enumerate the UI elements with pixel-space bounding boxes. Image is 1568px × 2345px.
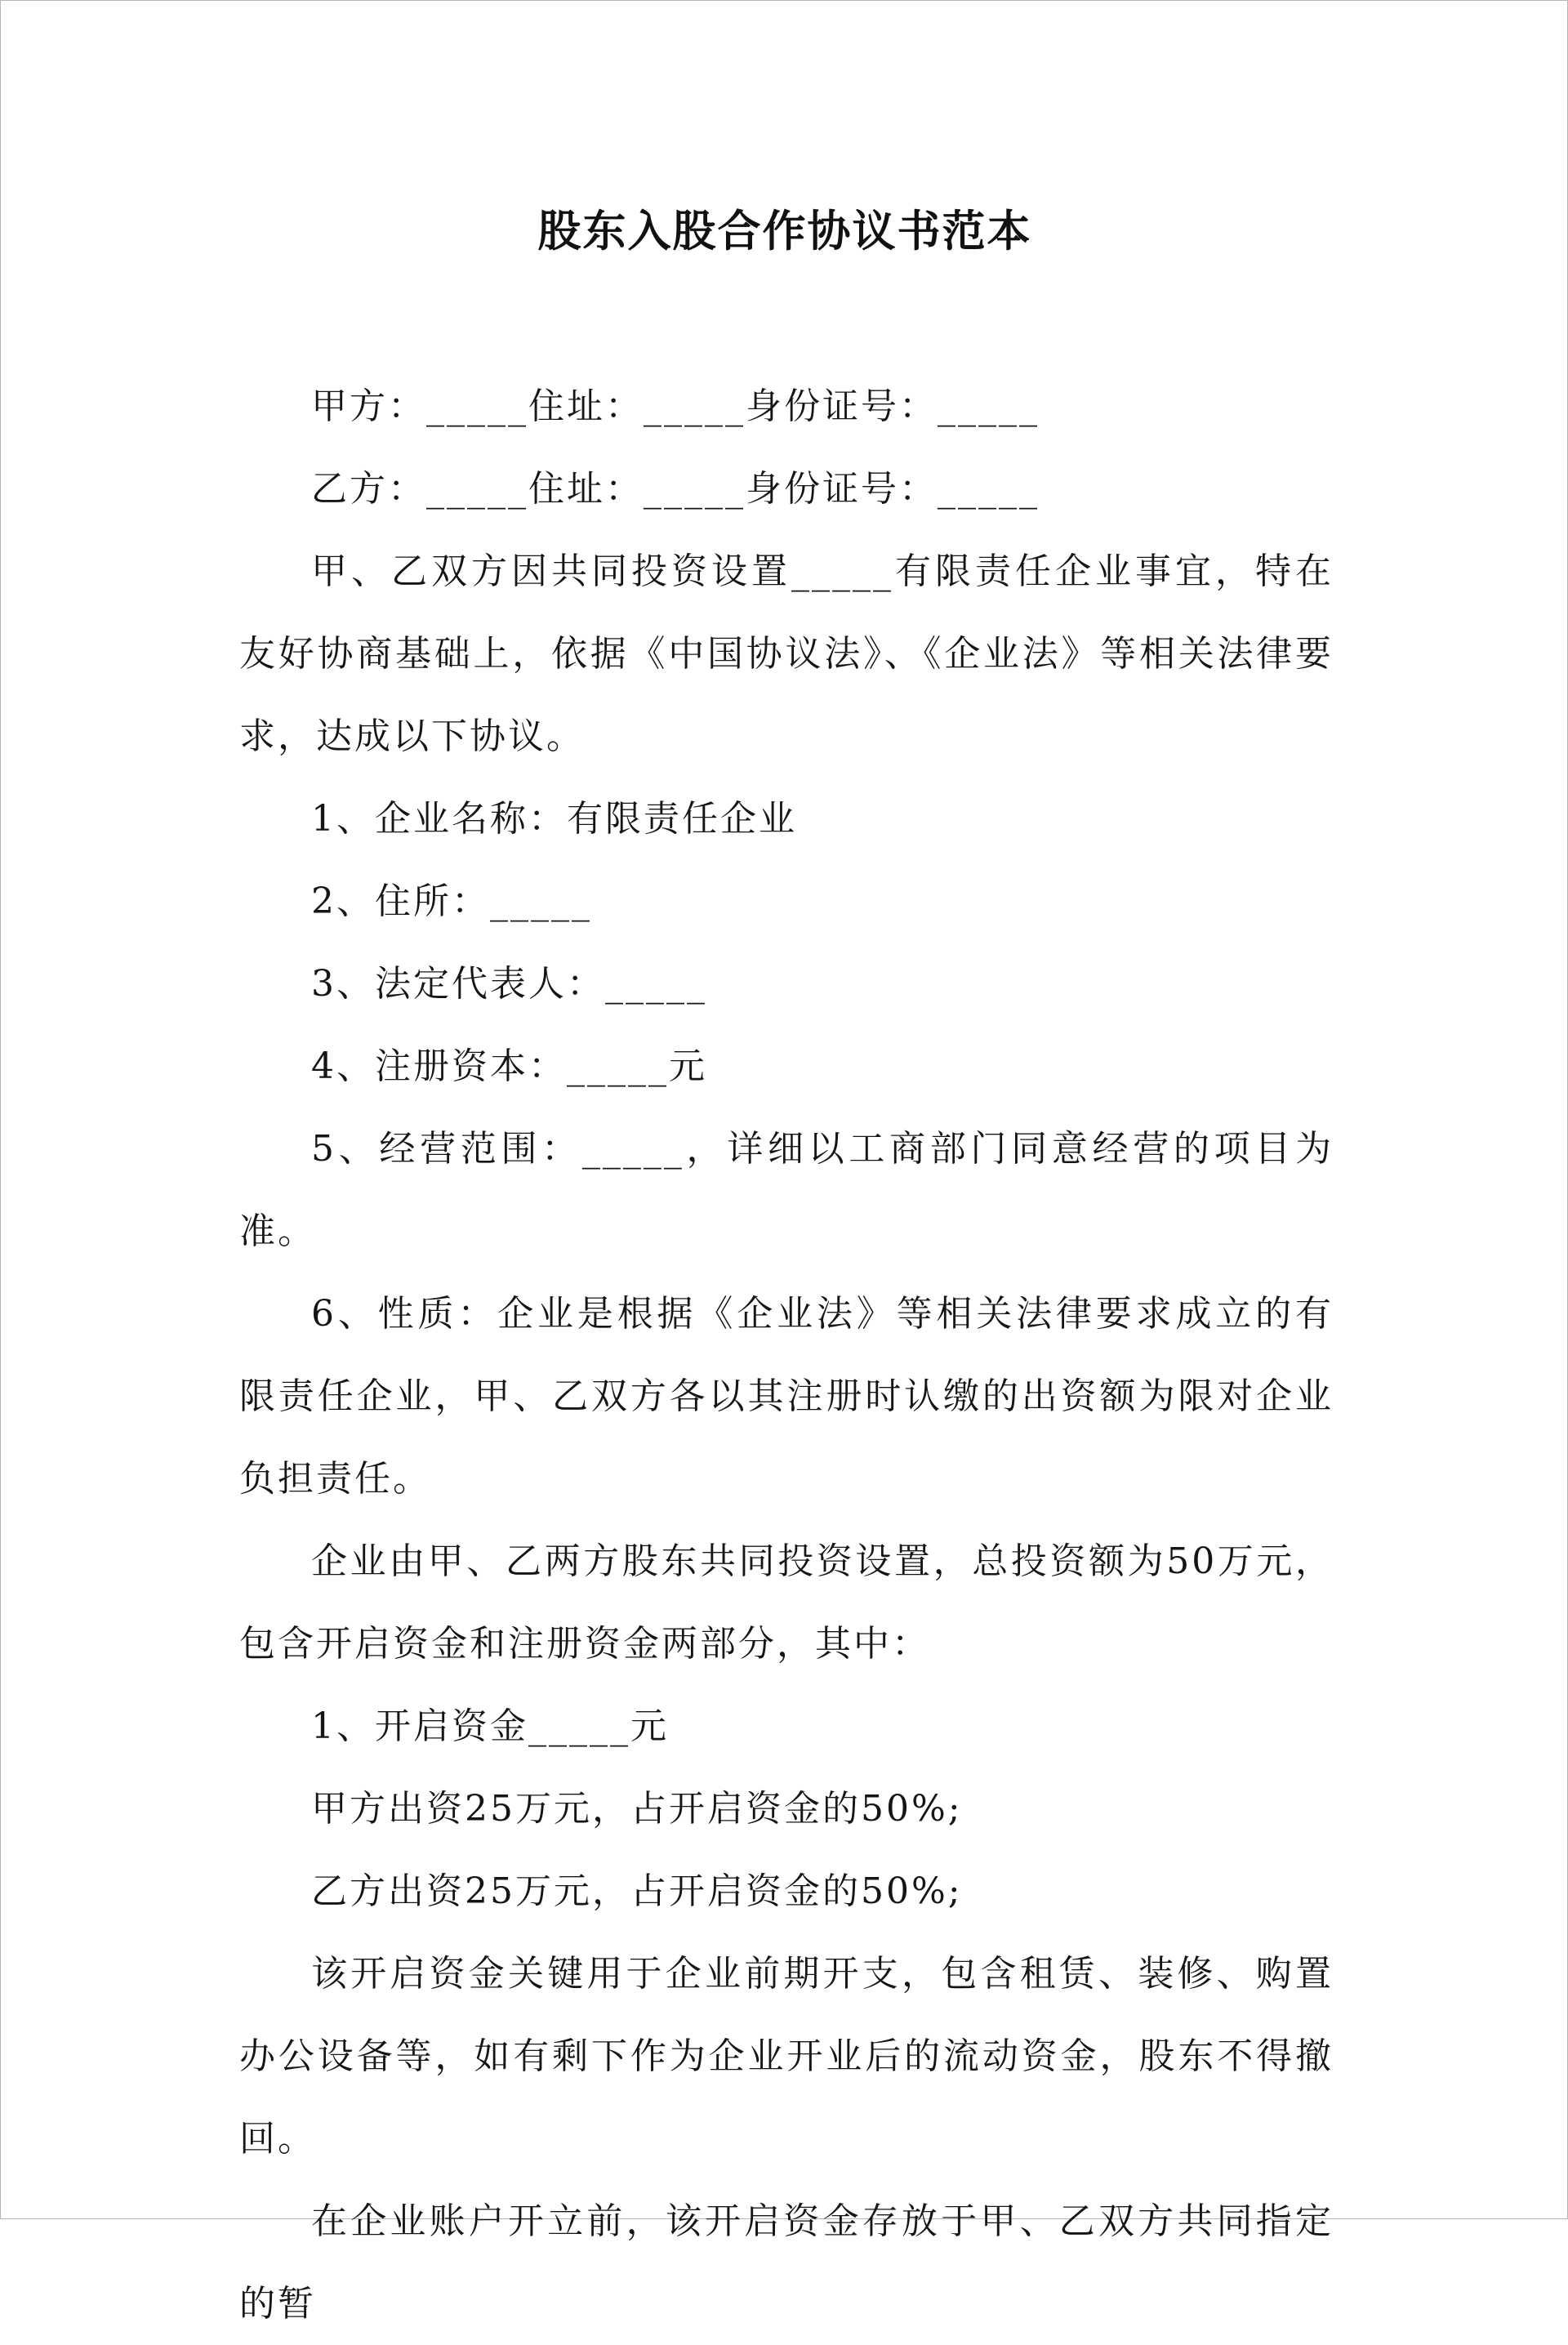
startup-capital-usage: 该开启资金关键用于企业前期开支，包含租赁、装修、购置办公设备等，如有剩下作为企业开业后的流动资金，股东不得撤回。	[239, 1953, 1334, 2160]
clause-registered-capital: 4、注册资本：_____元	[311, 1045, 707, 1087]
investment-paragraph: 企业由甲、乙两方股东共同投资设置，总投资额为50万元，包含开启资金和注册资金两部分，其中：	[239, 1540, 1334, 1665]
preamble-paragraph: 甲、乙双方因共同投资设置_____有限责任企业事宜，特在友好协商基础上，依据《中国协议法》、《企业法》等相关法律要求，达成以下协议。	[239, 551, 1334, 757]
party-a-contribution: 甲方出资25万元，占开启资金的50%;	[311, 1788, 963, 1830]
document-body	[239, 365, 1334, 2345]
clause-address: 2、住所：_____	[311, 880, 592, 922]
clause-company-name: 1、企业名称：有限责任企业	[311, 798, 797, 840]
party-b-contribution: 乙方出资25万元，占开启资金的50%;	[311, 1870, 963, 1912]
clause-nature: 6、性质：企业是根据《企业法》等相关法律要求成立的有限责任企业，甲、乙双方各以其注册时认缴的出资额为限对企业负担责任。	[239, 1293, 1334, 1500]
clause-legal-representative: 3、法定代表人：_____	[311, 963, 707, 1005]
startup-capital-line: 1、开启资金_____元	[311, 1705, 669, 1747]
party-a-line: 甲方：_____住址：_____身份证号：_____	[311, 386, 1040, 427]
document-title: 股东入股合作协议书范本	[537, 206, 1032, 256]
clause-business-scope: 5、经营范围：_____，详细以工商部门同意经营的项目为准。	[239, 1128, 1334, 1252]
party-b-line: 乙方：_____住址：_____身份证号：_____	[311, 468, 1040, 510]
account-opening-paragraph: 在企业账户开立前，该开启资金存放于甲、乙双方共同指定的暂	[239, 2200, 1334, 2325]
